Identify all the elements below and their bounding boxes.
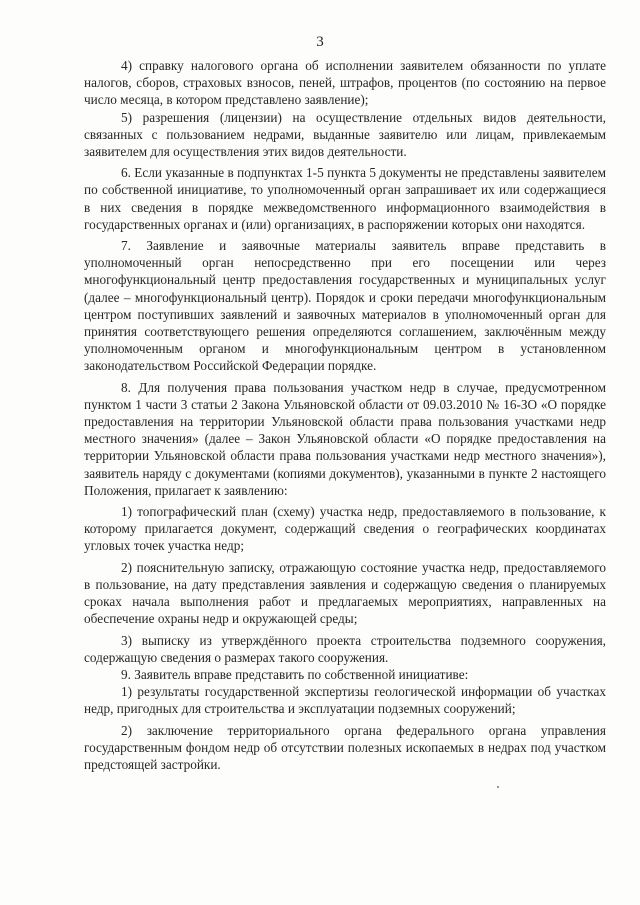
paragraph-5-licenses: 5) разрешения (лицензии) на осуществление отдельных видов деятельности, связанных с пользованием недрами, выданные заявителю или лицам, привлекаемым заявителем для осуществления этих видов деятельности. [84, 109, 606, 160]
item-2-territorial-conclusion: 2) заключение территориального органа федерального органа управления государственным фондом недр об отсутствии полезных ископаемых в недрах под участком предстоящей застройки. [84, 722, 606, 772]
paragraph-4-tax-certificate: 4) справку налогового органа об исполнении заявителем обязанности по уплате налогов, сборов, страховых взносов, пеней, штрафов, процентов (по состоянию на первое число месяца, в котором представлено заявление); [84, 58, 606, 108]
item-1-topographic-plan: 1) топографический план (схему) участка недр, предоставляемого в пользование, к которому прилагается документ, содержащий сведения о географических координатах угловых точек участка недр; [84, 504, 606, 554]
paragraph-9-own-initiative: 9. Заявитель вправе представить по собственной инициативе: [121, 666, 469, 682]
item-2-explanatory-note: 2) пояснительную записку, отражающую состояние участка недр, предоставляемого в пользование, на дату представления заявления и содержащую сведения о планируемых сроках начала выполнения работ и предлагаемых мероприятиях, направленных на обеспечение охраны недр и окружающей среды; [84, 559, 606, 627]
paragraph-6-interagency-request: 6. Если указанные в подпунктах 1-5 пункта 5 документы не представлены заявителем по собственной инициативе, то уполномоченный орган запрашивает их или содержащиеся в них сведения в порядке межведомственного информационного взаимодействия в государственных органах и (или) организациях, в распоряжении которых они находятся. [84, 165, 606, 232]
paragraph-7-mfc-submission: 7. Заявление и заявочные материалы заявитель вправе представить в уполномоченный орган непосредственно при его посещении или через многофункциональный центр предоставления государственных и муниципальных услуг (далее – многофункциональный центр). Порядок и сроки передачи многофункциональным центром поступивших заявлений и заявочных материалов в уполномоченный орган для принятия соответствующего решения определяются соглашением, заключённым между уполномоченным органом и многофункциональным центром в установленном законодательством Российской Федерации порядке. [84, 238, 606, 374]
document-body [84, 57, 606, 773]
item-1-expertise-results: 1) результаты государственной экспертизы геологической информации об участках недр, пригодных для строительства и эксплуатации подземных сооружений; [84, 684, 606, 717]
scan-speck [497, 786, 499, 788]
paragraph-8-subsoil-right: 8. Для получения права пользования участком недр в случае, предусмотренном пунктом 1 части 3 статьи 2 Закона Ульяновской области от 09.03.2010 № 16-ЗО «О порядке предоставления на территории Ульяновской области права пользования участками недр местного значения» (далее – Закон Ульяновской области «О порядке предоставления на территории Ульяновской области права пользования участками недр местного значения»), заявитель наряду с документами (копиями документов), указанными в пункте 2 настоящего Положения, прилагает к заявлению: [84, 379, 606, 498]
item-3-project-extract: 3) выписку из утверждённого проекта строительства подземного сооружения, содержащую сведения о размерах такого сооружения. [84, 632, 606, 665]
page-number: 3 [316, 34, 324, 50]
